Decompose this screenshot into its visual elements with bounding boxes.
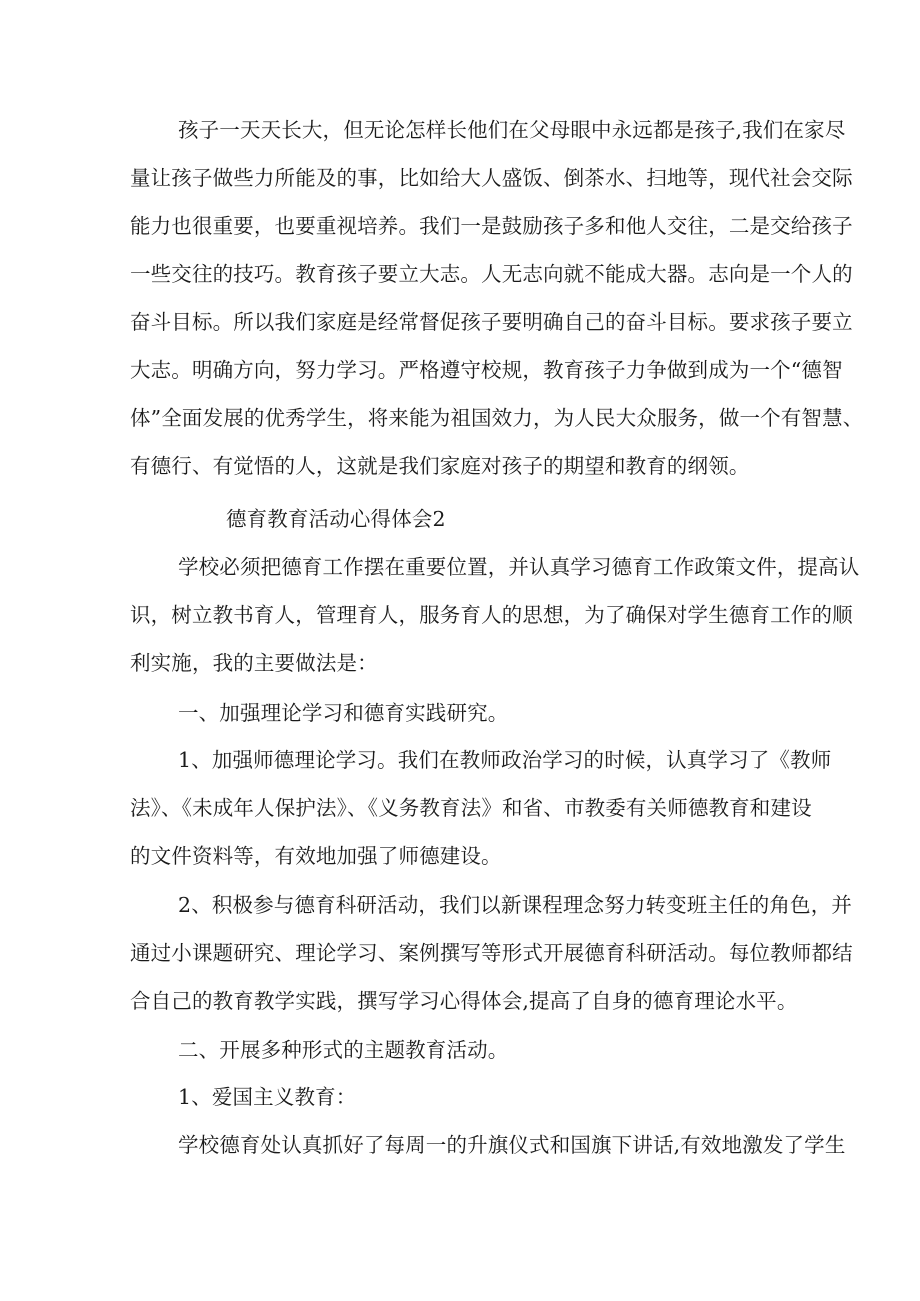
- paragraph-line: 量让孩子做些力所能及的事，比如给大人盛饭、倒茶水、扫地等，现代社会交际: [130, 166, 853, 190]
- paragraph-line: 识，树立教书育人，管理育人，服务育人的思想，为了确保对学生德育工作的顺: [130, 603, 853, 627]
- paragraph-line: 合自己的教育教学实践，撰写学习心得体会,提高了自身的德育理论水平。: [130, 989, 798, 1013]
- section-heading: 二、开展多种形式的主题教育活动。: [178, 1038, 509, 1062]
- paragraph-line: 有德行、有觉悟的人，这就是我们家庭对孩子的期望和教育的纲领。: [130, 454, 750, 478]
- paragraph-line: 利实施，我的主要做法是：: [130, 651, 378, 675]
- paragraph-line: 奋斗目标。所以我们家庭是经常督促孩子要明确自己的奋斗目标。要求孩子要立: [130, 310, 853, 334]
- paragraph-line: 1、加强师德理论学习。我们在教师政治学习的时候，认真学习了《教师: [178, 748, 832, 772]
- paragraph-line: 体”全面发展的优秀学生，将来能为祖国效力，为人民大众服务，做一个有智慧、: [130, 406, 864, 430]
- paragraph-line: 学校德育处认真抓好了每周一的升旗仪式和国旗下讲话,有效地激发了学生: [178, 1133, 846, 1157]
- paragraph-line: 的文件资料等，有效地加强了师德建设。: [130, 844, 502, 868]
- section-title: 德育教育活动心得体会2: [226, 507, 446, 531]
- subsection-heading: 1、爱国主义教育：: [178, 1085, 357, 1109]
- paragraph-line: 孩子一天天长大，但无论怎样长他们在父母眼中永远都是孩子,我们在家尽: [178, 118, 846, 142]
- paragraph-line: 法》、《未成年人保护法》、《义务教育法》和省、市教委有关师德教育和建设: [130, 796, 812, 820]
- paragraph-line: 通过小课题研究、理论学习、案例撰写等形式开展德育科研活动。每位教师都结: [130, 941, 853, 965]
- paragraph-line: 能力也很重要，也要重视培养。我们一是鼓励孩子多和他人交往，二是交给孩子: [130, 214, 853, 238]
- section-heading: 一、加强理论学习和德育实践研究。: [178, 701, 509, 725]
- paragraph-line: 学校必须把德育工作摆在重要位置，并认真学习德育工作政策文件，提高认: [178, 555, 860, 579]
- paragraph-line: 2、积极参与德育科研活动，我们以新课程理念努力转变班主任的角色，并: [178, 893, 852, 917]
- paragraph-line: 大志。明确方向，努力学习。严格遵守校规，教育孩子力争做到成为一个“德智: [130, 358, 843, 382]
- paragraph-line: 一些交往的技巧。教育孩子要立大志。人无志向就不能成大器。志向是一个人的: [130, 262, 853, 286]
